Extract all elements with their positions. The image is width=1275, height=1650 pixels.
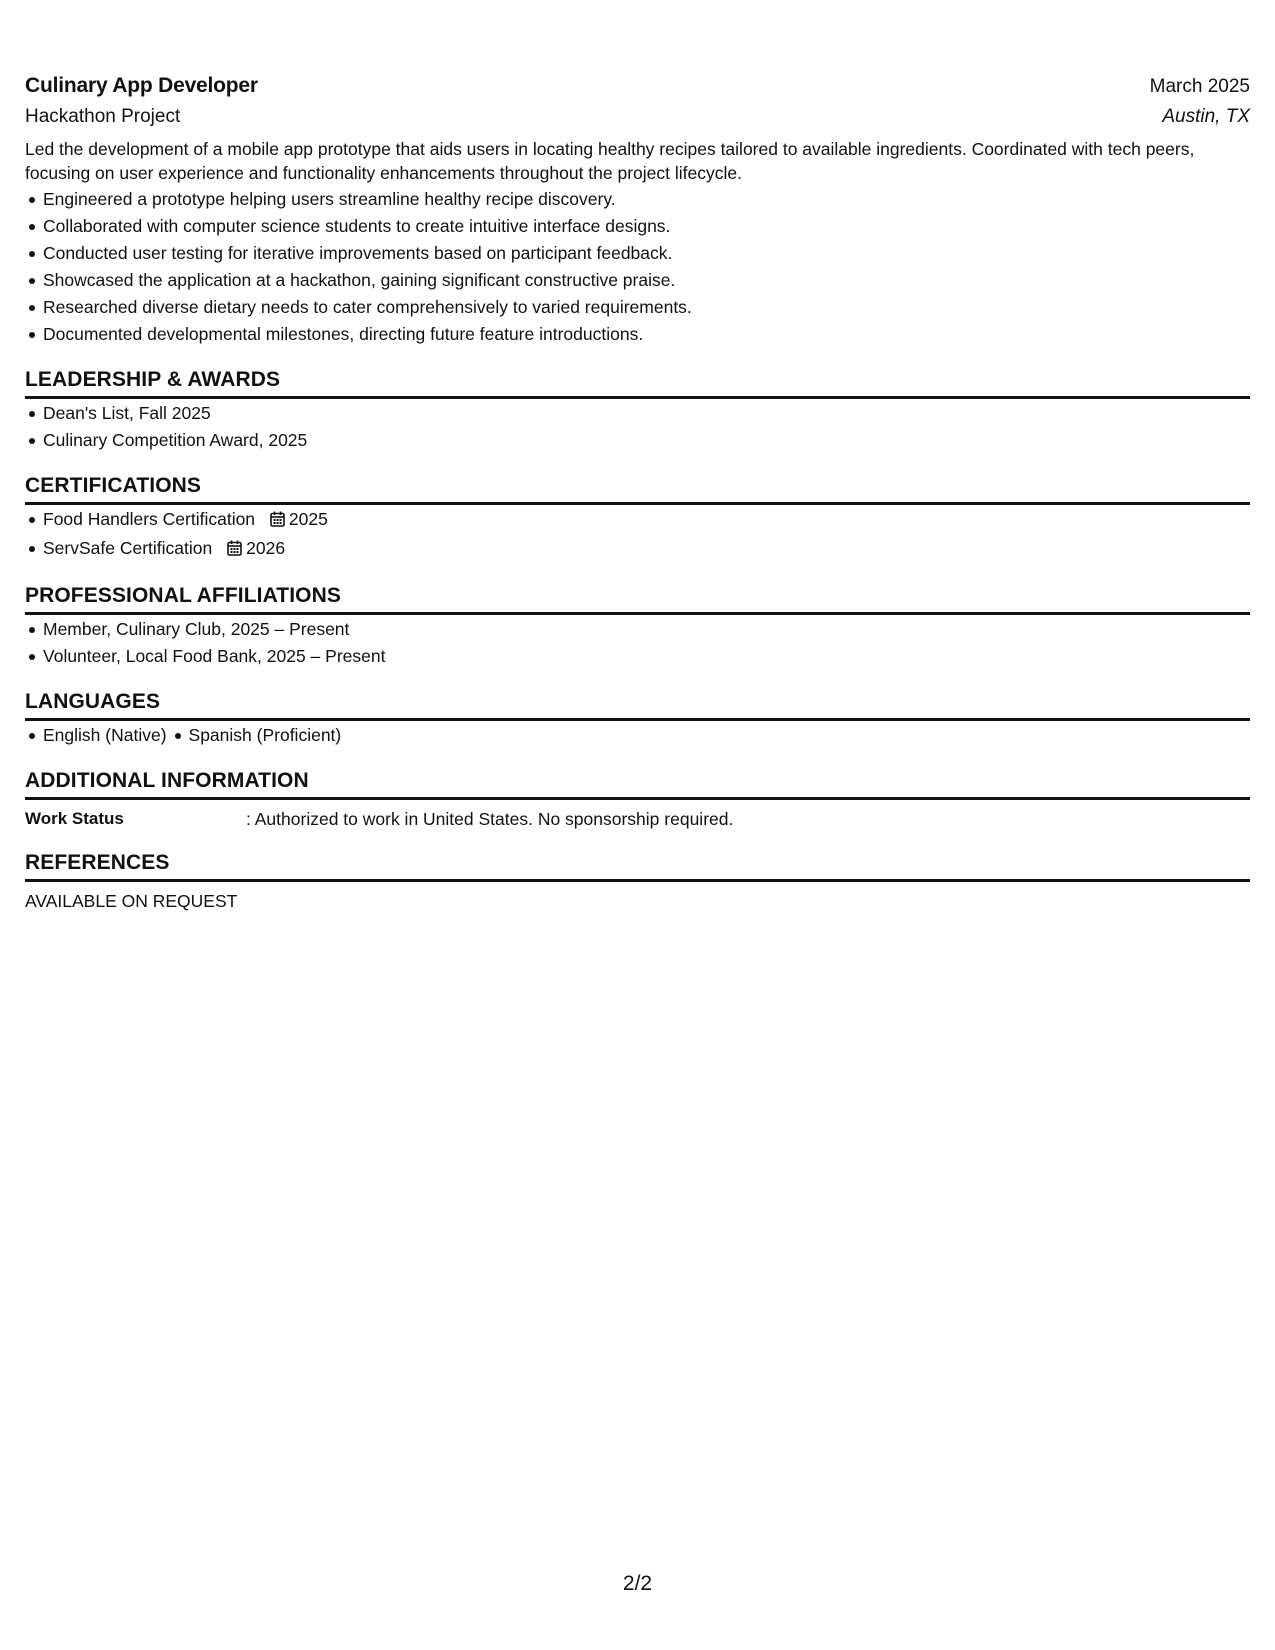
list-item: Collaborated with computer science students to create intuitive interface designs.	[43, 213, 1250, 240]
calendar-icon	[270, 508, 285, 535]
section-heading-leadership: LEADERSHIP & AWARDS	[25, 368, 1250, 399]
list-item	[43, 535, 1250, 564]
references-text: AVAILABLE ON REQUEST	[25, 891, 238, 911]
affiliations-list	[25, 616, 1250, 670]
list-item: Showcased the application at a hackathon, gaining significant constructive praise.	[43, 267, 1250, 294]
section-heading-references: REFERENCES	[25, 851, 1250, 882]
page-number: 2/2	[622, 1572, 653, 1595]
list-item: Engineered a prototype helping users streamline healthy recipe discovery.	[43, 186, 1250, 213]
languages-list	[25, 722, 1250, 749]
job-title: Culinary App Developer	[25, 74, 258, 97]
list-item: Documented developmental milestones, directing future feature introductions.	[43, 321, 1250, 348]
resume-page	[25, 74, 1250, 913]
job-subheader	[25, 106, 1250, 128]
calendar-icon	[227, 537, 242, 564]
list-item: English (Native)	[43, 722, 167, 749]
work-status-row	[25, 807, 1250, 831]
work-status-value: : Authorized to work in United States. No sponsorship required.	[246, 809, 734, 829]
section-heading-affiliations: PROFESSIONAL AFFILIATIONS	[25, 584, 1250, 615]
leadership-list	[25, 400, 1250, 454]
job-bullets	[25, 186, 1250, 348]
job-date: March 2025	[1149, 76, 1250, 97]
list-item: Conducted user testing for iterative improvements based on participant feedback.	[43, 240, 1250, 267]
certification-name: Food Handlers Certification	[43, 509, 256, 529]
job-header	[25, 74, 1250, 98]
job-location: Austin, TX	[1162, 106, 1250, 127]
certifications-list	[25, 506, 1250, 564]
certification-year: 2025	[288, 509, 328, 529]
section-heading-languages: LANGUAGES	[25, 690, 1250, 721]
section-heading-certifications: CERTIFICATIONS	[25, 474, 1250, 505]
list-item: Dean's List, Fall 2025	[43, 400, 1250, 427]
list-item: Researched diverse dietary needs to cater comprehensively to varied requirements.	[43, 294, 1250, 321]
certification-name: ServSafe Certification	[43, 538, 213, 558]
list-item: Volunteer, Local Food Bank, 2025 – Present	[43, 643, 1250, 670]
work-status-label: Work Status	[25, 809, 124, 828]
list-item: Member, Culinary Club, 2025 – Present	[43, 616, 1250, 643]
job-organization: Hackathon Project	[25, 106, 181, 127]
list-item: Spanish (Proficient)	[189, 722, 342, 749]
list-item: Culinary Competition Award, 2025	[43, 427, 1250, 454]
list-item	[43, 506, 1250, 535]
section-heading-additional: ADDITIONAL INFORMATION	[25, 769, 1250, 800]
certification-year: 2026	[246, 538, 286, 558]
job-summary: Led the development of a mobile app prototype that aids users in locating healthy recipes tailored to available ingredients. Coordinated with tech peers, focusing on user experience and functionality enhancements throughout the project lifecycle.	[25, 139, 1195, 183]
